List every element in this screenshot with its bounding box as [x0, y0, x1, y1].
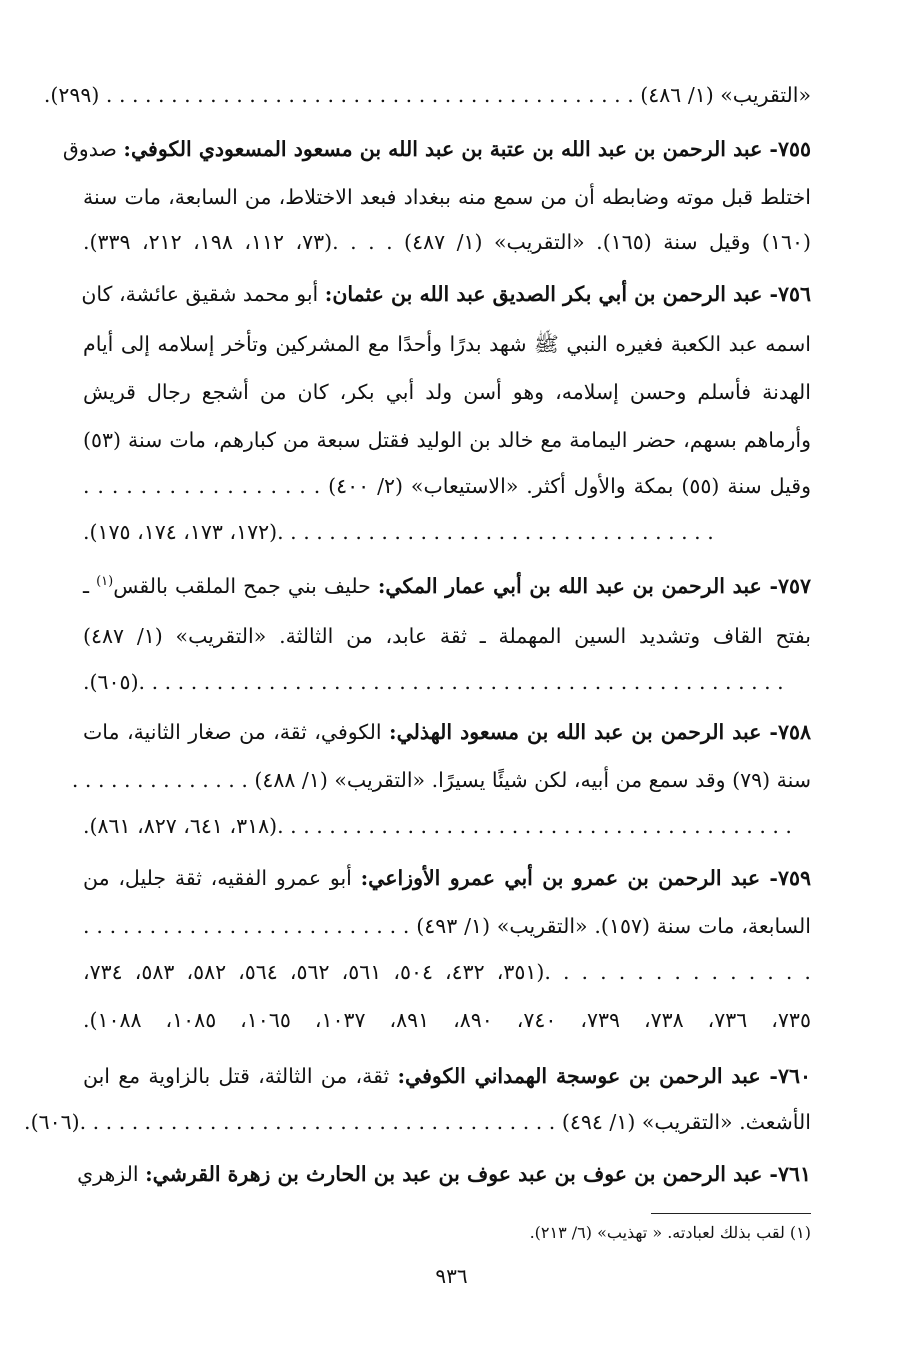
footnote-divider	[651, 1213, 811, 1214]
entry-text: صدوق	[62, 137, 124, 161]
entry-761	[77, 1152, 811, 1196]
entry-760	[83, 1054, 811, 1098]
entry-heading: ٧٥٨- عبد الرحمن بن عبد الله بن مسعود الهذلي:	[389, 720, 811, 744]
entry-text: ـ	[83, 573, 97, 598]
entry-758	[83, 710, 811, 754]
entry-text: أبو عمرو الفقيه، ثقة جليل، من	[83, 866, 361, 890]
entry-text: الزهري	[77, 1162, 146, 1186]
entry-heading: ٧٥٥- عبد الرحمن بن عبد الله بن عتبة بن عبد الله بن مسعود المسعودي الكوفي:	[123, 137, 811, 161]
entry-heading: ٧٦١- عبد الرحمن بن عوف بن عبد عوف بن عبد بن الحارث بن زهرة القرشي:	[145, 1162, 811, 1186]
entry-756	[83, 272, 811, 316]
page-number: ٩٣٦	[435, 1264, 468, 1288]
text-line: وأرماهم بسهم، حضر اليمامة مع خالد بن الوليد فقتل سبعة من كبارهم، مات سنة (٥٣)	[83, 428, 811, 452]
entry-text: أبو محمد شقيق عائشة، كان	[81, 282, 325, 306]
entry-heading: ٧٥٧- عبد الرحمن بن عبد الله بن أبي عمار المكي:	[377, 573, 811, 598]
entry-759	[83, 856, 811, 900]
entry-text: الكوفي، ثقة، من صغار الثانية، مات	[83, 720, 390, 744]
text-line: «التقريب» (١/ ٤٨٦) . . . . . . . . . . . . . . . . . . . . . . . . . . . . . . . . . . . . . . . . . (٢٩٩).	[43, 83, 811, 107]
entry-heading: ٧٥٩- عبد الرحمن بن عمرو بن أبي عمرو الأوزاعي:	[360, 866, 811, 890]
footnote: (١) لقب بذلك لعبادته. « تهذيب» (٦/ ٢١٣).	[529, 1223, 811, 1242]
entry-text: ثقة، من الثالثة، قتل بالزاوية مع ابن	[83, 1064, 398, 1088]
text-line: الأشعث. «التقريب» (١/ ٤٩٤) . . . . . . . . . . . . . . . . . . . . . . . . . . . . . . . . . . . . .(٦٠٦).	[24, 1110, 811, 1134]
text-line: ٧٣٥، ٧٣٦، ٧٣٨، ٧٣٩، ٧٤٠، ٨٩٠، ٨٩١، ١٠٣٧، ١٠٦٥، ١٠٨٥، ١٠٨٨).	[83, 1008, 811, 1032]
text-line: اختلط قبل موته وضابطه أن من سمع منه ببغداد فبعد الاختلاط، من السابعة، مات سنة	[83, 185, 811, 209]
entry-757	[83, 560, 811, 604]
text-line: اسمه عبد الكعبة فغيره النبي ﷺ شهد بدرًا وأحدًا مع المشركين وتأخر إسلامه إلى أيام	[83, 332, 811, 356]
text-line: الهدنة فأسلم وحسن إسلامه، وهو أسن ولد أبي بكر، كان من أشجع رجال قريش	[83, 380, 811, 404]
text-line: . . . . . . . . . . . . . . . . . . . . . . . . . . . . . . . . . . . . . . . .(٣١٨، ٦٤١، ٨٢٧، ٨٦١).	[83, 814, 792, 838]
entry-755	[62, 127, 811, 171]
footnote-marker: (١)	[96, 574, 114, 589]
text-line: . . . . . . . . . . . . . . . . . . . . . . . . . . . . . . . . . . . . . . . . . . . . . . . . . .(٦٠٥).	[83, 670, 784, 694]
text-line: (١٦٠) وقيل سنة (١٦٥). «التقريب» (١/ ٤٨٧) . . . .(٧٣، ١١٢، ١٩٨، ٢١٢، ٣٣٩).	[83, 230, 811, 254]
text-line: بفتح القاف وتشديد السين المهملة ـ ثقة عابد، من الثالثة. «التقريب» (١/ ٤٨٧)	[83, 624, 811, 648]
entry-heading: ٧٥٦- عبد الرحمن بن أبي بكر الصديق عبد الله بن عثمان:	[324, 282, 811, 306]
text-line: السابعة، مات سنة (١٥٧). «التقريب» (١/ ٤٩٣) . . . . . . . . . . . . . . . . . . . . . . . . .	[83, 914, 811, 938]
entry-heading: ٧٦٠- عبد الرحمن بن عوسجة الهمداني الكوفي:	[397, 1064, 811, 1088]
text-line: وقيل سنة (٥٥) بمكة والأول أكثر. «الاستيعاب» (٢/ ٤٠٠) . . . . . . . . . . . . . . . . .	[83, 474, 811, 498]
entry-text: حليف بني جمح الملقب بالقس	[113, 573, 378, 598]
text-line: . . . . . . . . . . . . . . .(٣٥١، ٤٣٢، ٥٠٤، ٥٦١، ٥٦٢، ٥٦٤، ٥٨٢، ٥٨٣، ٧٣٤،	[83, 960, 811, 984]
text-line: . . . . . . . . . . . . . . . . . . . . . . . . . . . . . . . . . .(١٧٢، ١٧٣، ١٧٤، ١٧٥).	[83, 520, 714, 544]
text-line: سنة (٧٩) وقد سمع من أبيه، لكن شيئًا يسيرًا. «التقريب» (١/ ٤٨٨) . . . . . . . . . . . . . .	[71, 768, 811, 792]
